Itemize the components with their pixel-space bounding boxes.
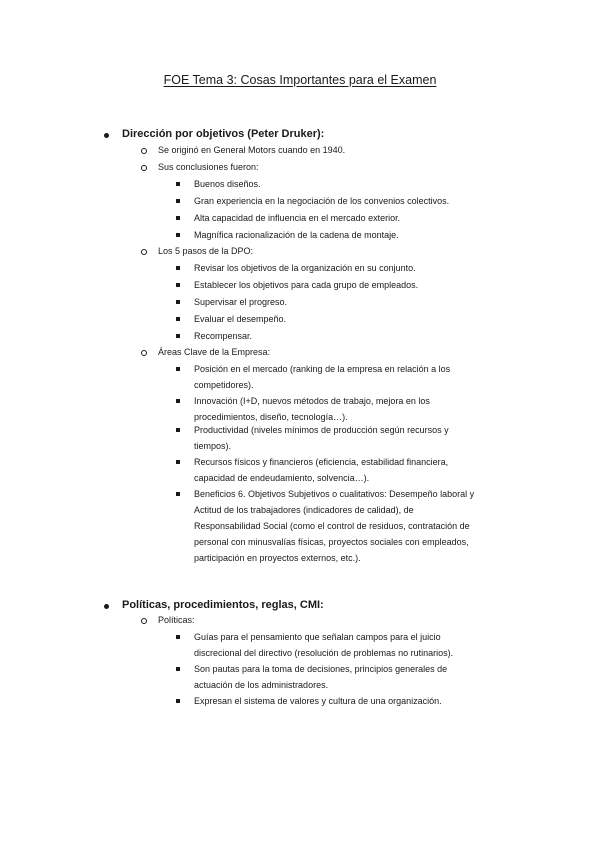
sub-list-item-continuation: personal con minusvalías físicas, proyectos sociales con empleados,	[194, 537, 469, 547]
bullet-square-icon	[176, 233, 180, 237]
bullet-square-icon	[176, 492, 180, 496]
bullet-circle-icon	[141, 165, 147, 171]
sub-list-item-continuation: Responsabilidad Social (como el control de residuos, contratación de	[194, 521, 470, 531]
sub-list-item: Expresan el sistema de valores y cultura de una organización.	[194, 696, 442, 706]
sub-list-item: Beneficios 6. Objetivos Subjetivos o cualitativos: Desempeño laboral y	[194, 489, 475, 499]
bullet-filled-icon	[104, 133, 109, 138]
sub-list-item: Productividad (niveles mínimos de producción según recursos y	[194, 425, 449, 435]
bullet-circle-icon	[141, 148, 147, 154]
bullet-square-icon	[176, 300, 180, 304]
bullet-square-icon	[176, 266, 180, 270]
sub-list-item: Revisar los objetivos de la organización en su conjunto.	[194, 263, 416, 273]
bullet-circle-icon	[141, 618, 147, 624]
sub-list-item-continuation: participación en proyectos externos, etc.).	[194, 553, 361, 563]
bullet-square-icon	[176, 635, 180, 639]
sub-list-item-continuation: tiempos).	[194, 441, 232, 451]
bullet-square-icon	[176, 334, 180, 338]
sub-list-item: Gran experiencia en la negociación de los convenios colectivos.	[194, 196, 450, 206]
sub-list-item: Recursos físicos y financieros (eficiencia, estabilidad financiera,	[194, 457, 449, 467]
sub-list-item-continuation: procedimientos, diseño, tecnología…).	[194, 412, 348, 422]
bullet-square-icon	[176, 182, 180, 186]
list-item: Áreas Clave de la Empresa:	[158, 347, 271, 357]
sub-list-item-continuation: competidores).	[194, 380, 254, 390]
section-heading: Políticas, procedimientos, reglas, CMI:	[122, 599, 324, 611]
bullet-square-icon	[176, 399, 180, 403]
bullet-filled-icon	[104, 604, 109, 609]
bullet-square-icon	[176, 428, 180, 432]
bullet-square-icon	[176, 216, 180, 220]
bullet-square-icon	[176, 667, 180, 671]
list-item: Se originó en General Motors cuando en 1940.	[158, 145, 346, 155]
sub-list-item: Buenos diseños.	[194, 179, 261, 189]
sub-list-item: Guías para el pensamiento que señalan campos para el juicio	[194, 632, 441, 642]
sub-list-item: Evaluar el desempeño.	[194, 314, 287, 324]
bullet-circle-icon	[141, 350, 147, 356]
bullet-square-icon	[176, 317, 180, 321]
bullet-square-icon	[176, 283, 180, 287]
bullet-circle-icon	[141, 249, 147, 255]
bullet-square-icon	[176, 460, 180, 464]
list-item: Sus conclusiones fueron:	[158, 162, 259, 172]
document-title: FOE Tema 3: Cosas Importantes para el Examen	[163, 73, 437, 87]
sub-list-item: Magnífica racionalización de la cadena de montaje.	[194, 230, 399, 240]
sub-list-item: Recompensar.	[194, 331, 253, 341]
sub-list-item: Alta capacidad de influencia en el mercado exterior.	[194, 213, 401, 223]
bullet-square-icon	[176, 699, 180, 703]
sub-list-item-continuation: Actitud de los trabajadores (indicadores de calidad), de	[194, 505, 414, 515]
bullet-square-icon	[176, 367, 180, 371]
sub-list-item-continuation: actuación de los administradores.	[194, 680, 329, 690]
sub-list-item: Posición en el mercado (ranking de la empresa en relación a los	[194, 364, 451, 374]
sub-list-item-continuation: discrecional del directivo (resolución de problemas no rutinarios).	[194, 648, 454, 658]
sub-list-item: Innovación (I+D, nuevos métodos de trabajo, mejora en los	[194, 396, 430, 406]
section-heading: Dirección por objetivos (Peter Druker):	[122, 128, 325, 140]
sub-list-item: Supervisar el progreso.	[194, 297, 288, 307]
sub-list-item: Son pautas para la toma de decisiones, principios generales de	[194, 664, 448, 674]
list-item: Los 5 pasos de la DPO:	[158, 246, 254, 256]
bullet-square-icon	[176, 199, 180, 203]
sub-list-item-continuation: capacidad de endeudamiento, solvencia…).	[194, 473, 370, 483]
list-item: Políticas:	[158, 615, 195, 625]
sub-list-item: Establecer los objetivos para cada grupo de empleados.	[194, 280, 419, 290]
